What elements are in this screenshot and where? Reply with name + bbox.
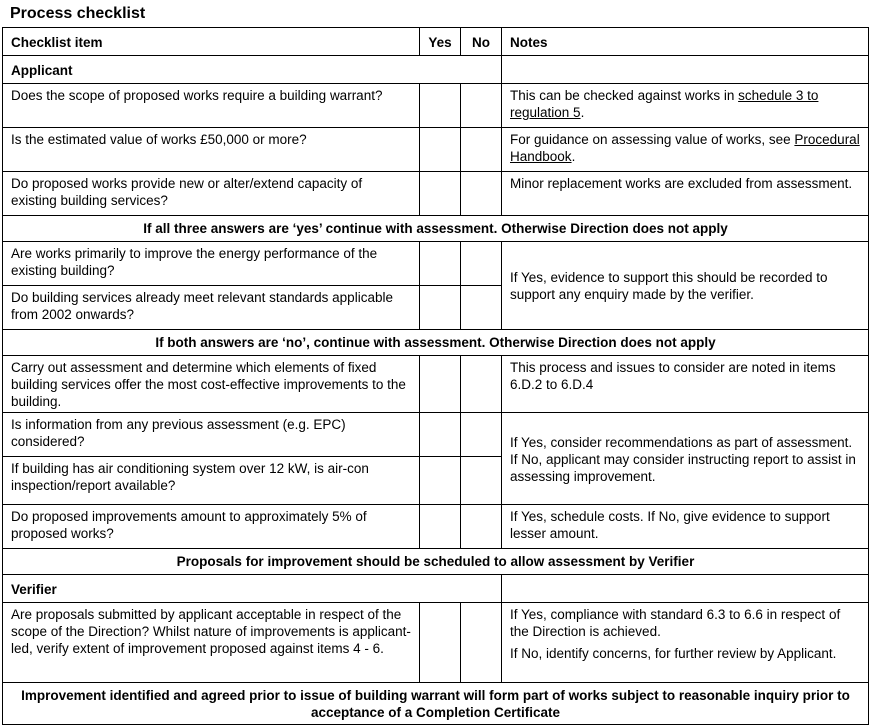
checklist-item: Is the estimated value of works £50,000 or more? [3, 128, 420, 172]
table-row [3, 84, 869, 128]
condition-text: If all three answers are ‘yes’ continue with assessment. Otherwise Direction does not apply [3, 216, 869, 242]
checklist-item: Are works primarily to improve the energy performance of the existing building? [3, 242, 420, 286]
notes-cell [502, 603, 869, 683]
no-cell[interactable] [461, 356, 502, 413]
header-row [3, 28, 869, 56]
process-checklist-table [2, 27, 869, 725]
notes-cell: Minor replacement works are excluded from assessment. [502, 172, 869, 216]
no-cell[interactable] [461, 286, 502, 330]
yes-cell[interactable] [420, 172, 461, 216]
table-row [3, 413, 869, 457]
table-row [3, 356, 869, 413]
no-cell[interactable] [461, 172, 502, 216]
no-cell[interactable] [461, 128, 502, 172]
page-title: Process checklist [10, 5, 146, 22]
no-cell[interactable] [461, 242, 502, 286]
yes-cell[interactable] [420, 84, 461, 128]
note-text: . [580, 105, 585, 120]
section-verifier-row [3, 575, 869, 603]
yes-cell[interactable] [420, 603, 461, 683]
procedural-handbook-link[interactable]: Procedural Handbook [510, 132, 860, 164]
checklist-item: Do building services already meet relevant standards applicable from 2002 onwards? [3, 286, 420, 330]
condition-row [3, 216, 869, 242]
section-applicant-row [3, 56, 869, 84]
table-row [3, 128, 869, 172]
note-no: If No, identify concerns, for further review by Applicant. [510, 646, 837, 661]
section-verifier: Verifier [3, 575, 502, 603]
checklist-item: Carry out assessment and determine which elements of fixed building services offer the most cost-effective improvements to the building. [3, 356, 420, 413]
no-cell[interactable] [461, 457, 502, 505]
notes-cell: If Yes, consider recommendations as part of assessment. If No, applicant may consider instructing report to assist in assessing improvement. [502, 413, 869, 505]
header-no: No [461, 28, 502, 56]
checklist-item: Do proposed works provide new or alter/extend capacity of existing building services? [3, 172, 420, 216]
condition-text: Proposals for improvement should be scheduled to allow assessment by Verifier [3, 549, 869, 575]
section-verifier-notes [502, 575, 869, 603]
condition-row [3, 549, 869, 575]
table-row [3, 242, 869, 286]
yes-cell[interactable] [420, 286, 461, 330]
final-text: Improvement identified and agreed prior to issue of building warrant will form part of works subject to reasonable inquiry prior to acceptance of a Completion Certificate [3, 683, 869, 725]
checklist-item: If building has air conditioning system over 12 kW, is air-con inspection/report available? [3, 457, 420, 505]
notes-cell: If Yes, evidence to support this should be recorded to support any enquiry made by the verifier. [502, 242, 869, 330]
yes-cell[interactable] [420, 457, 461, 505]
checklist-item: Is information from any previous assessment (e.g. EPC) considered? [3, 413, 420, 457]
table-row [3, 603, 869, 683]
table-row [3, 505, 869, 549]
condition-text: If both answers are ‘no’, continue with assessment. Otherwise Direction does not apply [3, 330, 869, 356]
yes-cell[interactable] [420, 356, 461, 413]
note-text: This can be checked against works in [510, 88, 739, 103]
checklist-item: Does the scope of proposed works require a building warrant? [3, 84, 420, 128]
notes-cell [502, 84, 869, 128]
schedule-3-link[interactable]: schedule 3 to regulation 5 [510, 88, 819, 120]
note-text: For guidance on assessing value of works, see [510, 132, 795, 147]
no-cell[interactable] [461, 505, 502, 549]
final-row [3, 683, 869, 725]
condition-row [3, 330, 869, 356]
checklist-item: Are proposals submitted by applicant acceptable in respect of the scope of the Direction? Whilst nature of improvements is applicant-led, verify extent of improvement proposed against items 4 - 6. [3, 603, 420, 683]
notes-cell: If Yes, schedule costs. If No, give evidence to support lesser amount. [502, 505, 869, 549]
header-checklist-item: Checklist item [3, 28, 420, 56]
section-applicant: Applicant [3, 56, 502, 84]
header-yes: Yes [420, 28, 461, 56]
yes-cell[interactable] [420, 242, 461, 286]
note-text: . [571, 149, 576, 164]
yes-cell[interactable] [420, 413, 461, 457]
header-notes: Notes [502, 28, 869, 56]
table-row [3, 172, 869, 216]
checklist-item: Do proposed improvements amount to approximately 5% of proposed works? [3, 505, 420, 549]
no-cell[interactable] [461, 603, 502, 683]
yes-cell[interactable] [420, 128, 461, 172]
no-cell[interactable] [461, 84, 502, 128]
notes-cell: This process and issues to consider are noted in items 6.D.2 to 6.D.4 [502, 356, 869, 413]
yes-cell[interactable] [420, 505, 461, 549]
no-cell[interactable] [461, 413, 502, 457]
notes-cell [502, 128, 869, 172]
note-yes: If Yes, compliance with standard 6.3 to 6.6 in respect of the Direction is achieved. [510, 607, 841, 639]
section-applicant-notes [502, 56, 869, 84]
